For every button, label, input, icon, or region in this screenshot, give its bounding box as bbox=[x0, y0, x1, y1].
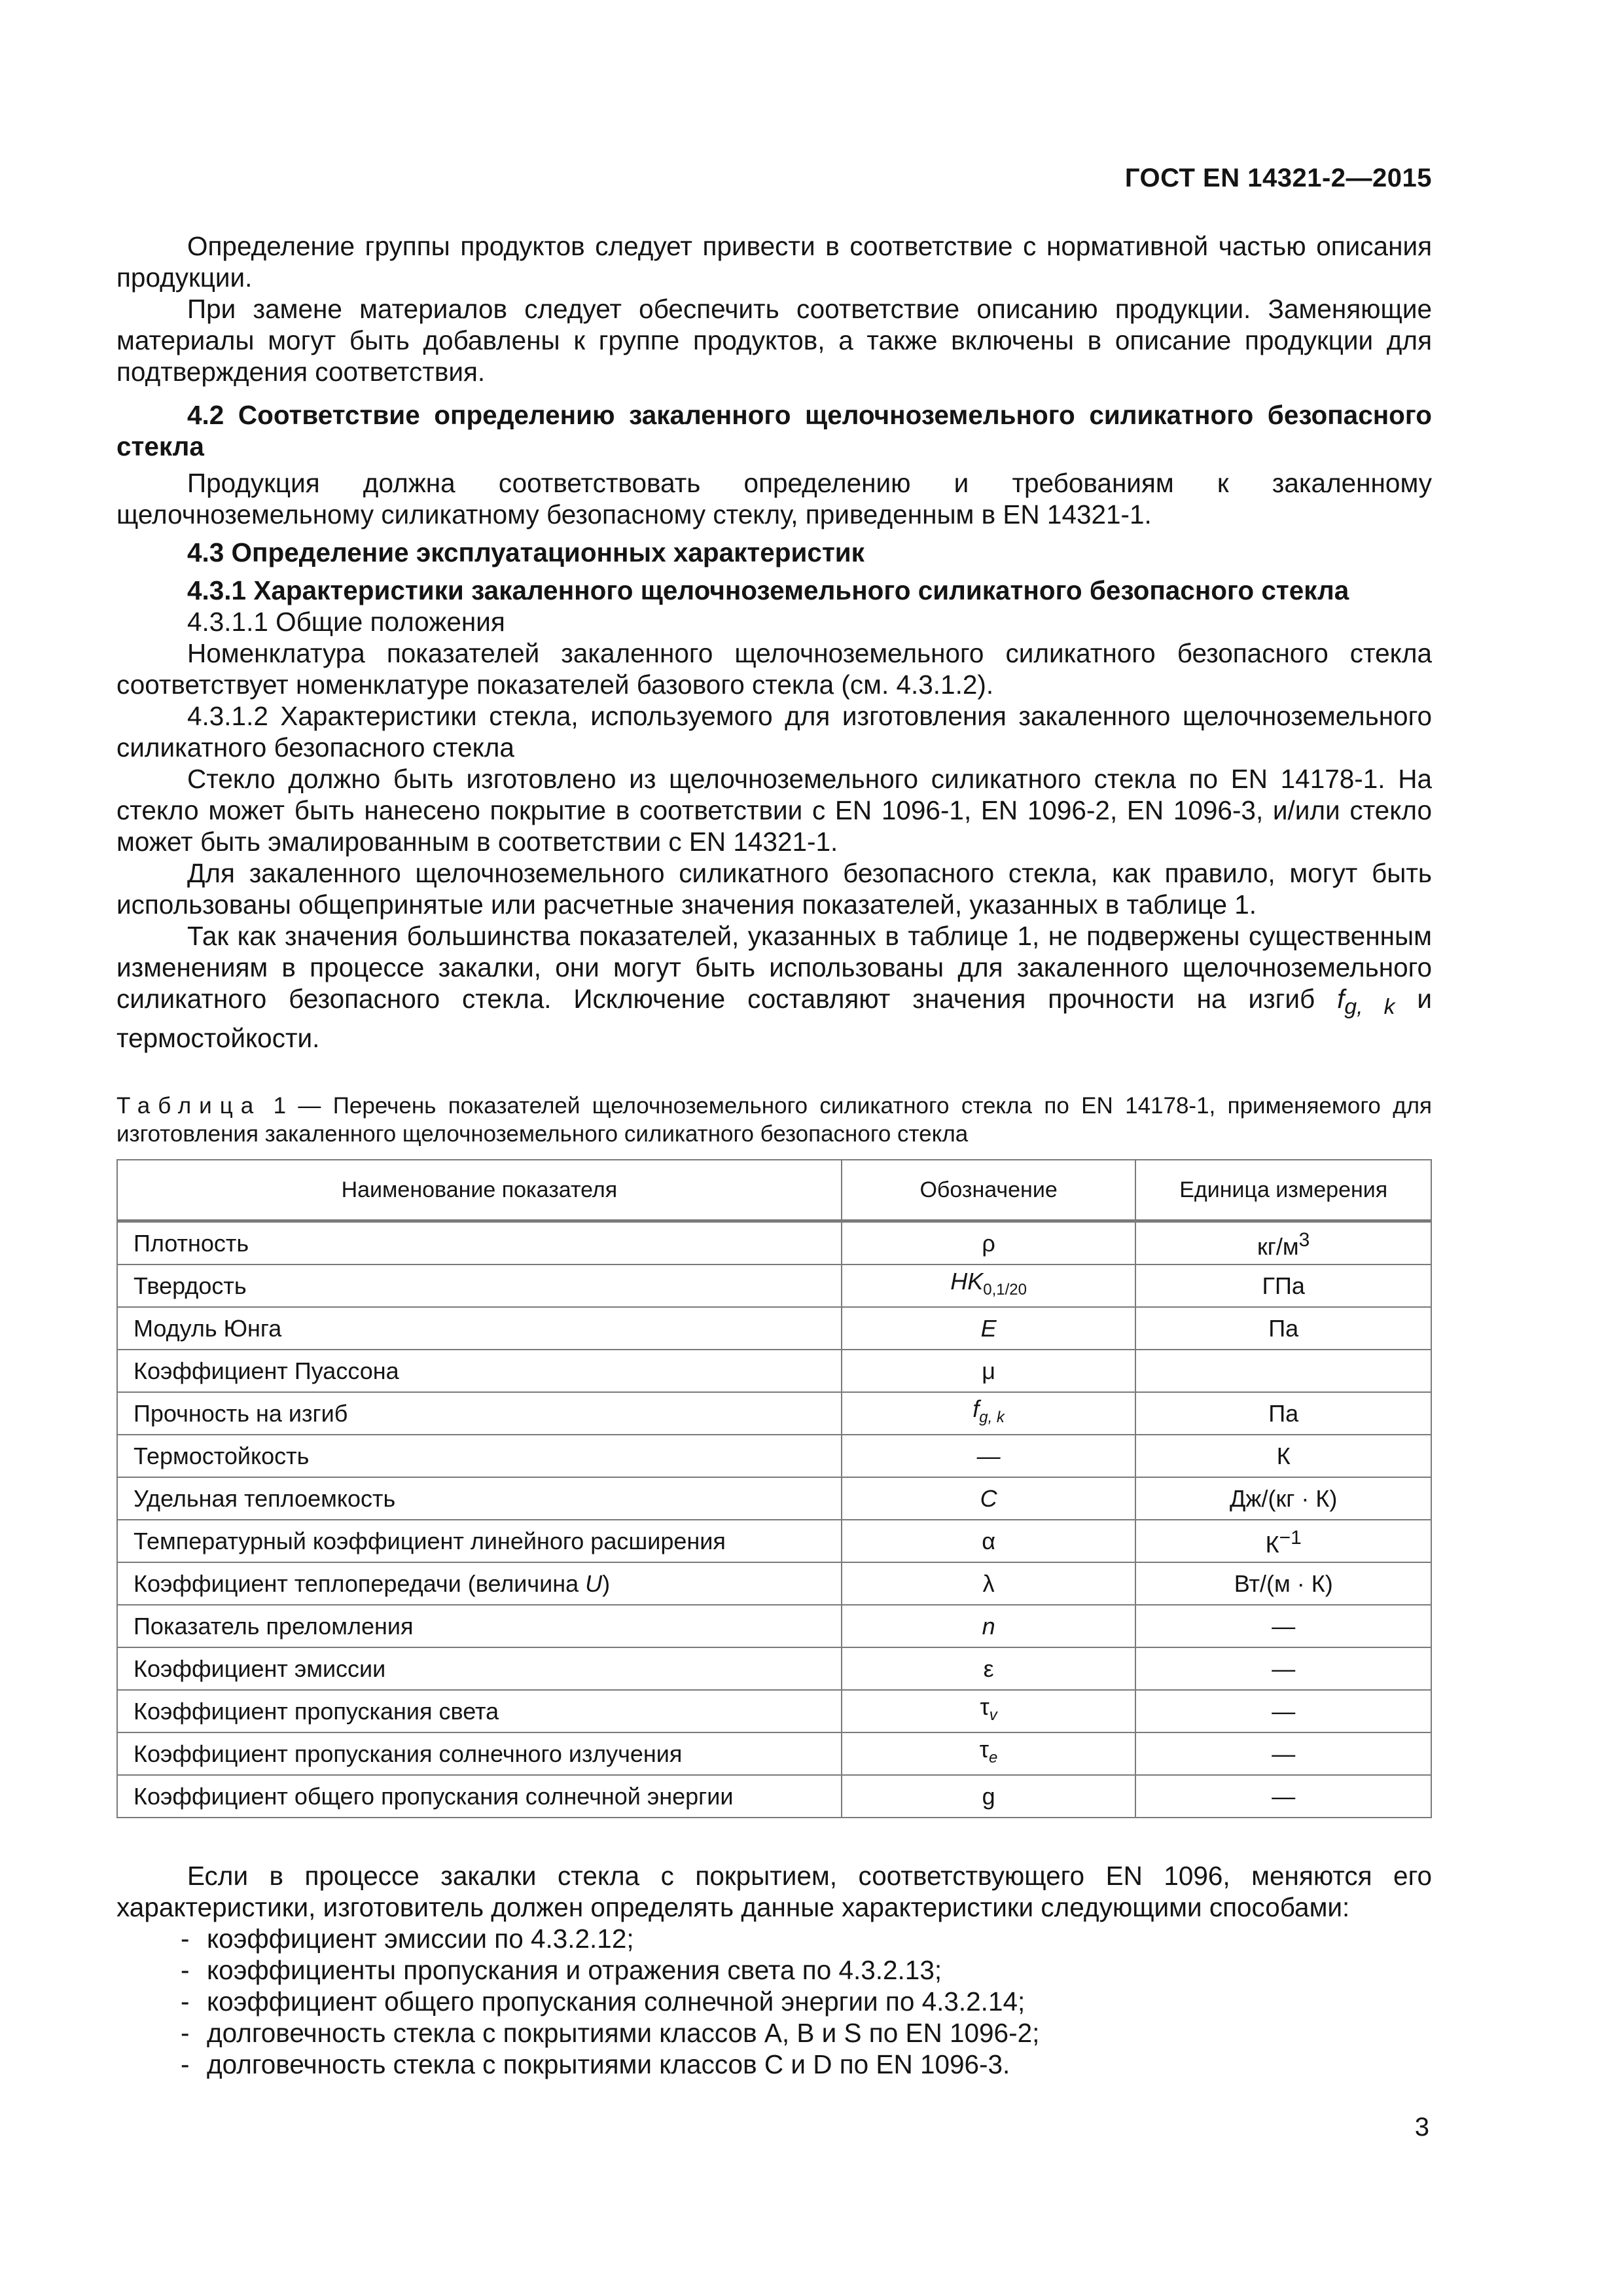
cell-symbol: E bbox=[842, 1307, 1136, 1350]
cell-name: Прочность на изгиб bbox=[117, 1392, 842, 1435]
cell-unit: Вт/(м · К) bbox=[1135, 1562, 1431, 1605]
cell-name: Показатель преломления bbox=[117, 1605, 842, 1647]
table-header-row bbox=[117, 1160, 1431, 1221]
section-heading-4-2: 4.2 Соответствие определению закаленного щелочноземельного силикатного безопасного стекла bbox=[116, 400, 1432, 461]
cell-unit bbox=[1135, 1350, 1431, 1392]
paragraph-text: Так как значения большинства показателей, указанных в таблице 1, не подвержены существенным изменениям в процессе закалки, они могут быть использованы для закаленного щелочноземельного силикатного безопасного стекла. Исключение составляют значения прочности на изгиб bbox=[116, 921, 1432, 1014]
cell-symbol: C bbox=[842, 1477, 1136, 1520]
subsection-heading-4-3-1-2: 4.3.1.2 Характеристики стекла, используемого для изготовления закаленного щелочноземельного силикатного безопасного стекла bbox=[116, 701, 1432, 762]
paragraph: При замене материалов следует обеспечить соответствие описанию продукции. Заменяющие материалы могут быть добавлены к группе продуктов, а также включены в описание продукции для подтверждения соответствия. bbox=[116, 294, 1432, 387]
cell-name: Плотность bbox=[117, 1221, 842, 1265]
paragraph: Продукция должна соответствовать определению и требованиям к закаленному щелочноземельному силикатному безопасному стеклу, приведенным в EN 14321-1. bbox=[116, 468, 1432, 529]
cell-symbol: $HK_{0,1/20}$ bbox=[842, 1265, 1136, 1307]
table-row bbox=[117, 1477, 1431, 1520]
cell-name: Коэффициент пропускания света bbox=[117, 1690, 842, 1732]
cell-symbol: $\tau_v$ bbox=[842, 1690, 1136, 1732]
list-item: - коэффициент общего пропускания солнечной энергии по 4.3.2.14; bbox=[181, 1986, 1026, 2017]
table-row bbox=[117, 1690, 1431, 1732]
table-row bbox=[117, 1520, 1431, 1562]
cell-name: Коэффициент эмиссии bbox=[117, 1647, 842, 1690]
page-number: 3 bbox=[1414, 2113, 1429, 2142]
document-header: ГОСТ EN 14321-2—2015 bbox=[1124, 164, 1432, 192]
cell-symbol: λ bbox=[842, 1562, 1136, 1605]
list-item: - коэффициенты пропускания и отражения света по 4.3.2.13; bbox=[181, 1955, 942, 1986]
cell-unit: — bbox=[1135, 1732, 1431, 1775]
cell-unit: — bbox=[1135, 1775, 1431, 1818]
table-row bbox=[117, 1350, 1431, 1392]
cell-unit: ГПа bbox=[1135, 1265, 1431, 1307]
list-item: - долговечность стекла с покрытиями классов А, В и S по EN 1096-2; bbox=[181, 2018, 1040, 2049]
cell-name: Температурный коэффициент линейного расширения bbox=[117, 1520, 842, 1562]
cell-unit: Па bbox=[1135, 1392, 1431, 1435]
cell-symbol: $\tau_e$ bbox=[842, 1732, 1136, 1775]
subsection-heading-4-3-1-1: 4.3.1.1 Общие положения bbox=[187, 607, 505, 637]
table-row bbox=[117, 1392, 1431, 1435]
cell-symbol: μ bbox=[842, 1350, 1136, 1392]
cell-symbol: — bbox=[842, 1435, 1136, 1477]
table-caption bbox=[116, 1092, 1432, 1148]
table-row bbox=[117, 1605, 1431, 1647]
table-row bbox=[117, 1775, 1431, 1818]
paragraph: Номенклатура показателей закаленного щелочноземельного силикатного безопасного стекла соответствует номенклатуре показателей базового стекла (см. 4.3.1.2). bbox=[116, 638, 1432, 700]
table-row bbox=[117, 1265, 1431, 1307]
paragraph: Стекло должно быть изготовлено из щелочноземельного силикатного стекла по EN 14178-1. На стекло может быть нанесено покрытие в соответствии с EN 1096-1, EN 1096-2, EN 1096-3, и/или стекло может быть эмалированным в соответствии с EN 14321-1. bbox=[116, 764, 1432, 857]
properties-table bbox=[116, 1159, 1432, 1818]
paragraph: Для закаленного щелочноземельного силикатного безопасного стекла, как правило, могут быть использованы общепринятые или расчетные значения показателей, указанных в таблице 1. bbox=[116, 858, 1432, 920]
cell-unit: $К^{-1}$ bbox=[1135, 1520, 1431, 1562]
cell-unit: $кг/м^3$ bbox=[1135, 1221, 1431, 1265]
section-heading-4-3-1: 4.3.1 Характеристики закаленного щелочноземельного силикатного безопасного стекла bbox=[187, 575, 1349, 605]
page-content bbox=[116, 230, 1432, 2080]
symbol-subscript: g, k bbox=[1344, 994, 1395, 1020]
cell-name: Коэффициент пропускания солнечного излучения bbox=[117, 1732, 842, 1775]
paragraph-text: и термостойкости. bbox=[116, 984, 1432, 1054]
table-row bbox=[117, 1732, 1431, 1775]
cell-unit: К bbox=[1135, 1435, 1431, 1477]
cell-name: Коэффициент теплопередачи (величина U) bbox=[117, 1562, 842, 1605]
cell-name: Коэффициент Пуассона bbox=[117, 1350, 842, 1392]
cell-symbol: n bbox=[842, 1605, 1136, 1647]
cell-symbol: ε bbox=[842, 1647, 1136, 1690]
paragraph bbox=[116, 920, 1432, 1054]
cell-name: Термостойкость bbox=[117, 1435, 842, 1477]
column-header-unit: Единица измерения bbox=[1135, 1160, 1431, 1221]
cell-unit: Дж/(кг · К) bbox=[1135, 1477, 1431, 1520]
column-header-symbol: Обозначение bbox=[842, 1160, 1136, 1221]
cell-unit: — bbox=[1135, 1605, 1431, 1647]
cell-name: Коэффициент общего пропускания солнечной энергии bbox=[117, 1775, 842, 1818]
list-item: - коэффициент эмиссии по 4.3.2.12; bbox=[181, 1924, 634, 1954]
cell-name: Модуль Юнга bbox=[117, 1307, 842, 1350]
cell-unit: — bbox=[1135, 1690, 1431, 1732]
cell-symbol: α bbox=[842, 1520, 1136, 1562]
table-caption-text: 1 — Перечень показателей щелочноземельного силикатного стекла по EN 14178-1, применяемого для изготовления закаленного щелочноземельного силикатного безопасного стекла bbox=[116, 1093, 1432, 1147]
cell-symbol: ρ bbox=[842, 1221, 1136, 1265]
list-item: - долговечность стекла с покрытиями классов С и D по EN 1096-3. bbox=[181, 2049, 1010, 2080]
table-row bbox=[117, 1562, 1431, 1605]
cell-unit: Па bbox=[1135, 1307, 1431, 1350]
section-heading-4-3: 4.3 Определение эксплуатационных характеристик bbox=[187, 537, 865, 567]
cell-name: Твердость bbox=[117, 1265, 842, 1307]
cell-name: Удельная теплоемкость bbox=[117, 1477, 842, 1520]
table-row bbox=[117, 1221, 1431, 1265]
cell-symbol: $f_{g, k}$ bbox=[842, 1392, 1136, 1435]
cell-symbol: g bbox=[842, 1775, 1136, 1818]
paragraph: Если в процессе закалки стекла с покрытием, соответствующего EN 1096, меняются его характеристики, изготовитель должен определять данные характеристики следующими способами: bbox=[116, 1861, 1432, 1923]
table-row bbox=[117, 1435, 1431, 1477]
table-row bbox=[117, 1647, 1431, 1690]
symbol-f: f bbox=[1337, 984, 1345, 1014]
column-header-name: Наименование показателя bbox=[117, 1160, 842, 1221]
cell-unit: — bbox=[1135, 1647, 1431, 1690]
paragraph: Определение группы продуктов следует привести в соответствие с нормативной частью описания продукции. bbox=[116, 231, 1432, 293]
table-row bbox=[117, 1307, 1431, 1350]
table-caption-label: Таблица bbox=[116, 1093, 262, 1119]
